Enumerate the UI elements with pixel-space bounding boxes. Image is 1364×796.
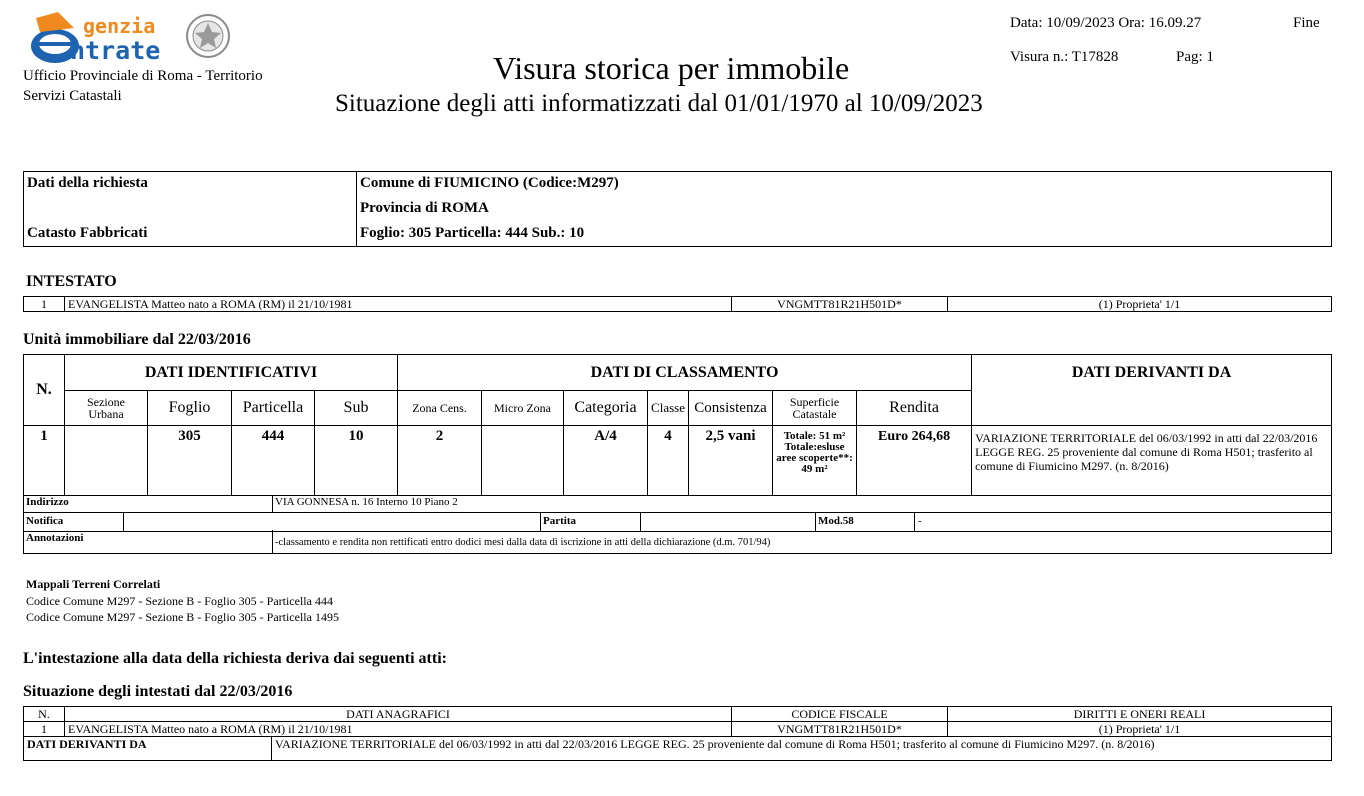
sit-der-label: DATI DERIVANTI DA (24, 737, 272, 761)
mappali-item: Codice Comune M297 - Sezione B - Foglio 305 - Particella 1495 (26, 610, 339, 624)
agenzia-entrate-logo (28, 10, 233, 66)
notifica-divider-1 (123, 513, 124, 531)
indirizzo-value: VIA GONNESA n. 16 Interno 10 Piano 2 (275, 496, 458, 508)
row-particella: 444 (232, 426, 315, 496)
dati-classamento-header: DATI DI CLASSAMENTO (398, 355, 972, 391)
request-label: Dati della richiesta (27, 175, 148, 191)
row-categoria: A/4 (564, 426, 648, 496)
visura-number: Visura n.: T17828 (1010, 49, 1119, 65)
notifica-row (23, 512, 1332, 532)
row-derivanti: VARIAZIONE TERRITORIALE del 06/03/1992 in atti dal 22/03/2016 LEGGE REG. 25 proveniente dal comune di Roma H501; trasferito al comune di Fiumicino M297. (n. 8/2016) (972, 426, 1332, 496)
page-subtitle: Situazione degli atti informatizzati dal 01/01/1970 al 10/09/2023 (335, 90, 983, 117)
zona-header: Zona Cens. (398, 391, 482, 426)
row-micro (482, 426, 564, 496)
sit-diritti: (1) Proprieta' 1/1 (948, 722, 1332, 737)
intestato-rights: (1) Proprieta' 1/1 (948, 297, 1332, 312)
sit-col-cf: CODICE FISCALE (732, 707, 948, 722)
row-foglio: 305 (148, 426, 232, 496)
mappali-item: Codice Comune M297 - Sezione B - Foglio 305 - Particella 444 (26, 594, 333, 608)
categoria-header: Categoria (564, 391, 648, 426)
notifica-divider-5 (914, 513, 915, 531)
sit-col-n: N. (24, 707, 65, 722)
intestato-heading: INTESTATO (26, 273, 117, 290)
sit-der-value: VARIAZIONE TERRITORIALE del 06/03/1992 in atti dal 22/03/2016 LEGGE REG. 25 proveniente dal comune di Roma H501; trasferito al comune di Fiumicino M297. (n. 8/2016) (272, 737, 1332, 761)
notifica-divider-2 (540, 513, 541, 531)
notifica-divider-4 (815, 513, 816, 531)
row-superficie: Totale: 51 m² Totale:esluse aree scoperte**: 49 m² (773, 426, 857, 496)
page-number: Pag: 1 (1176, 49, 1214, 65)
intestato-name: EVANGELISTA Matteo nato a ROMA (RM) il 21/10/1981 (65, 297, 732, 312)
table-row (24, 297, 1332, 312)
notifica-divider-3 (640, 513, 641, 531)
mappali-heading: Mappali Terreni Correlati (26, 577, 161, 591)
dati-identificativi-header: DATI IDENTIFICATIVI (65, 355, 398, 391)
mod58-value: - (918, 515, 922, 527)
classe-header: Classe (648, 391, 689, 426)
intestato-cf: VNGMTT81R21H501D* (732, 297, 948, 312)
dati-derivanti-header: DATI DERIVANTI DA (972, 355, 1332, 426)
foglio-value: Foglio: 305 Particella: 444 Sub.: 10 (360, 225, 585, 241)
sit-cf: VNGMTT81R21H501D* (732, 722, 948, 737)
atti-heading: L'intestazione alla data della richiesta deriva dai seguenti atti: (23, 650, 447, 667)
table-row (24, 426, 1332, 496)
request-box (23, 171, 1332, 247)
sit-n: 1 (24, 722, 65, 737)
date-time: Data: 10/09/2023 Ora: 16.09.27 (1010, 15, 1202, 31)
catasto-label: Catasto Fabbricati (27, 225, 148, 241)
row-rendita: Euro 264,68 (857, 426, 972, 496)
indirizzo-label: Indirizzo (26, 496, 69, 508)
provincia-value: Provincia di ROMA (360, 200, 489, 216)
sit-col-anag: DATI ANAGRAFICI (65, 707, 732, 722)
table-row (24, 737, 1332, 761)
annotazioni-label: Annotazioni (26, 532, 84, 544)
annotazioni-value: -classamento e rendita non rettificati entro dodici mesi dalla data di iscrizione in atti della dichiarazione (d.m. 701/94) (275, 537, 771, 548)
unit-table (23, 354, 1332, 496)
notifica-label: Notifica (26, 515, 64, 527)
comune-value: Comune di FIUMICINO (Codice:M297) (360, 175, 619, 191)
micro-header: Micro Zona (482, 391, 564, 426)
sub-header: Sub (315, 391, 398, 426)
consistenza-header: Consistenza (689, 391, 773, 426)
office-line-2: Servizi Catastali (23, 88, 122, 104)
col-n-header: N. (24, 355, 65, 426)
sit-col-diritti: DIRITTI E ONERI REALI (948, 707, 1332, 722)
office-line-1: Ufficio Provinciale di Roma - Territorio (23, 68, 263, 84)
foglio-header: Foglio (148, 391, 232, 426)
logo-text-bottom: ntrate (70, 36, 161, 65)
row-consistenza: 2,5 vani (689, 426, 773, 496)
row-classe: 4 (648, 426, 689, 496)
rendita-header: Rendita (857, 391, 972, 426)
row-sub: 10 (315, 426, 398, 496)
unit-heading: Unità immobiliare dal 22/03/2016 (23, 331, 251, 348)
row-n: 1 (24, 426, 65, 496)
situazione-table (23, 706, 1332, 761)
superficie-header: Superficie Catastale (773, 391, 857, 426)
sezione-header: Sezione Urbana (65, 391, 148, 426)
page-title: Visura storica per immobile (493, 50, 850, 86)
annotazioni-row (23, 530, 1332, 554)
row-zona: 2 (398, 426, 482, 496)
fine-label: Fine (1293, 15, 1320, 31)
annotazioni-divider (272, 530, 273, 553)
row-sezione (65, 426, 148, 496)
situazione-heading: Situazione degli intestati dal 22/03/2016 (23, 683, 293, 700)
partita-label: Partita (543, 515, 576, 527)
indirizzo-divider (272, 495, 273, 512)
particella-header: Particella (232, 391, 315, 426)
logo-text-top: genzia (83, 14, 156, 38)
intestato-n: 1 (24, 297, 65, 312)
intestato-table (23, 296, 1332, 312)
indirizzo-row (23, 495, 1332, 513)
table-row (24, 707, 1332, 722)
mod58-label: Mod.58 (818, 515, 854, 527)
request-divider (356, 172, 357, 246)
table-row (24, 722, 1332, 737)
sit-name: EVANGELISTA Matteo nato a ROMA (RM) il 21/10/1981 (65, 722, 732, 737)
